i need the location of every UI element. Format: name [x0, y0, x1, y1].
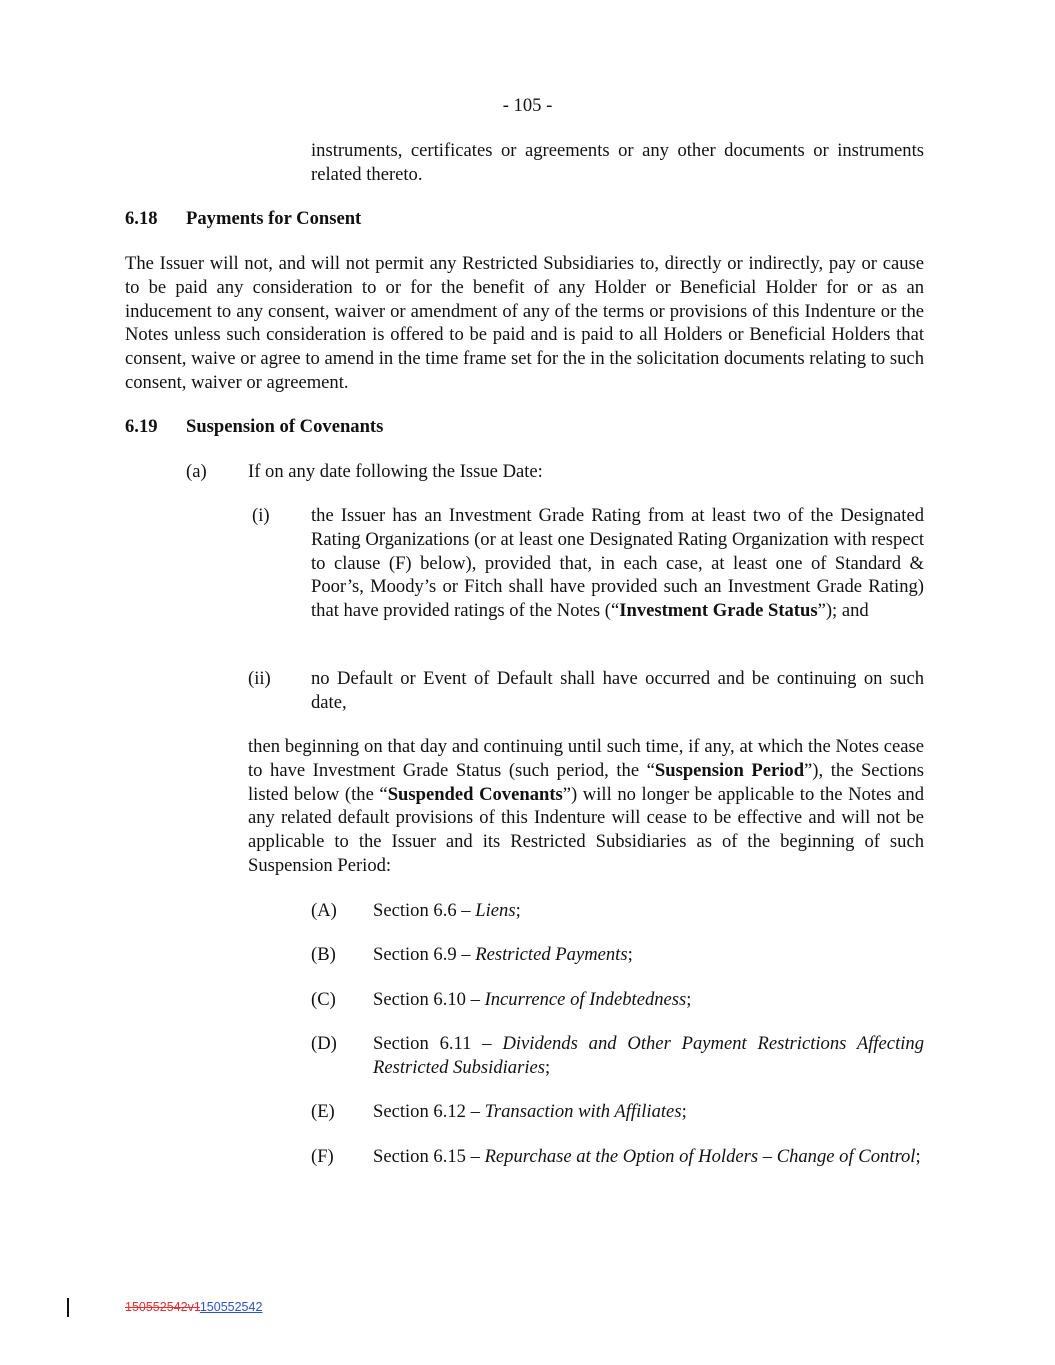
section-618-body: The Issuer will not, and will not permit any Restricted Subsidiaries to, directly or indirectly, pay or cause to be paid any consideration to or for the benefit of any Holder or Beneficial Holder for or as an inducement to any consent, waiver or amendment of any of the terms or provisions of this Indenture or the Notes unless such consideration is offered to be paid and is paid to all Holders or Beneficial Holders that consent, waive or agree to amend in the time frame set for the in the solicitation documents relating to such consent, waiver or agreement.	[125, 253, 924, 393]
section-618-title: Payments for Consent	[186, 208, 362, 229]
term-investment-grade-status: Investment Grade Status	[619, 600, 818, 622]
term-suspension-period: Suspension Period	[654, 759, 805, 781]
clause-ii-text: no Default or Event of Default shall have occurred and be continuing on such date,	[311, 668, 924, 713]
page-number: - 105 -	[502, 95, 553, 116]
item-label: (B)	[311, 944, 336, 965]
footer-inserted-id: 150552542	[199, 1300, 263, 1314]
list-item: Section 6.9 – Restricted Payments;	[373, 944, 633, 965]
item-label: (F)	[311, 1146, 334, 1167]
footer-doc-id	[125, 1300, 262, 1315]
change-bar	[67, 1298, 69, 1317]
item-label: (D)	[311, 1033, 337, 1054]
section-619-title: Suspension of Covenants	[186, 416, 384, 437]
clause-ii-label: (ii)	[248, 668, 271, 689]
clause-a-text: If on any date following the Issue Date:	[248, 461, 543, 482]
clause-i-text: the Issuer has an Investment Grade Rating from at least two of the Designated Rating Organizations (or at least one Designated Rating Organization with respect to clause (F) below), provided that, in each case, at least one of Standard & Poor’s, Moody’s or Fitch shall have provided such an Investment Grade Rating) that have provided ratings of the Notes (“Investment Grade Status”); and	[311, 505, 924, 622]
footer-deleted-id: 150552542v1	[125, 1300, 200, 1314]
item-label: (C)	[311, 989, 336, 1010]
continuation-text: instruments, certificates or agreements or any other documents or instruments related thereto.	[311, 140, 924, 185]
list-item: Section 6.6 – Liens;	[373, 900, 521, 921]
list-item: Section 6.12 – Transaction with Affiliates;	[373, 1101, 687, 1122]
section-619-number: 6.19	[125, 416, 158, 437]
item-label: (A)	[311, 900, 337, 921]
section-618-number: 6.18	[125, 208, 158, 229]
list-item: Section 6.15 – Repurchase at the Option of Holders – Change of Control;	[373, 1146, 921, 1167]
list-item: Section 6.11 – Dividends and Other Payment Restrictions Affecting Restricted Subsidiaries;	[373, 1033, 924, 1078]
term-suspended-covenants: Suspended Covenants	[387, 783, 563, 805]
clause-i-label: (i)	[252, 505, 270, 526]
clause-a-label: (a)	[186, 461, 207, 482]
then-paragraph: then beginning on that day and continuing until such time, if any, at which the Notes cease to have Investment Grade Status (such period, the “Suspension Period”), the Sections listed below (the “Suspended Covenants”) will no longer be applicable to the Notes and any related default provisions of this Indenture will cease to be effective and will not be applicable to the Issuer and its Restricted Subsidiaries as of the beginning of such Suspension Period:	[248, 736, 924, 876]
list-item: Section 6.10 – Incurrence of Indebtedness;	[373, 989, 692, 1010]
item-label: (E)	[311, 1101, 335, 1122]
